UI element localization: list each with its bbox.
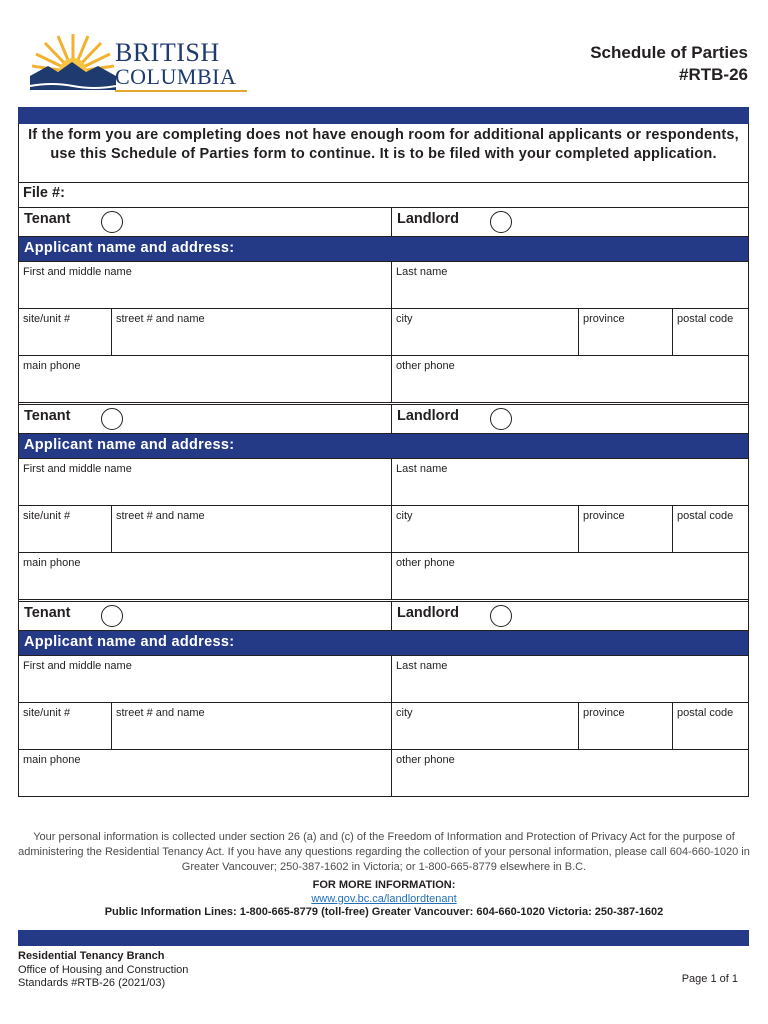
phone-row: [19, 750, 748, 797]
landlord-label: Landlord: [397, 211, 460, 227]
address-row: [19, 703, 748, 750]
standards-code: Standards #RTB-26 (2021/03): [18, 977, 166, 989]
landlord-option[interactable]: [392, 405, 748, 433]
postal-code-field[interactable]: postal code: [677, 510, 734, 522]
other-phone-field[interactable]: other phone: [396, 557, 455, 569]
other-phone-field[interactable]: other phone: [396, 360, 455, 372]
landlord-option[interactable]: [392, 602, 748, 630]
office-name: Office of Housing and Construction: [18, 963, 189, 976]
landlord-radio[interactable]: [490, 605, 512, 627]
other-phone-field[interactable]: other phone: [396, 754, 455, 766]
first-middle-name-field[interactable]: First and middle name: [19, 656, 392, 702]
branch-name: Residential Tenancy Branch: [18, 950, 165, 962]
more-info-block: [0, 879, 768, 920]
landlord-radio[interactable]: [490, 211, 512, 233]
last-name-field[interactable]: Last name: [396, 660, 448, 672]
more-info-heading: FOR MORE INFORMATION:: [312, 879, 456, 891]
file-number-label: File #:: [23, 185, 65, 201]
party-type-row: [19, 208, 748, 237]
bottom-blue-bar: [18, 930, 749, 946]
section-header: Applicant name and address:: [19, 434, 748, 459]
site-unit-field[interactable]: site/unit #: [19, 703, 112, 749]
name-row: [19, 262, 748, 309]
footer-office-info: [18, 950, 188, 991]
city-field[interactable]: city: [392, 309, 579, 355]
first-middle-name-field[interactable]: First and middle name: [19, 459, 392, 505]
last-name-field[interactable]: Last name: [396, 463, 448, 475]
tenant-radio[interactable]: [101, 211, 123, 233]
main-phone-field[interactable]: main phone: [19, 356, 392, 402]
tenant-option[interactable]: [19, 405, 392, 433]
landlord-option[interactable]: [392, 208, 748, 236]
schedule-form: [18, 124, 749, 797]
site-unit-field[interactable]: site/unit #: [19, 309, 112, 355]
form-title-block: [590, 42, 748, 86]
postal-code-field[interactable]: postal code: [677, 313, 734, 325]
logo-line2: COLUMBIA: [115, 64, 237, 89]
last-name-field[interactable]: Last name: [396, 266, 448, 278]
top-blue-bar: [18, 107, 749, 124]
province-field[interactable]: province: [579, 309, 673, 355]
tenant-label: Tenant: [24, 408, 71, 424]
street-field[interactable]: street # and name: [112, 506, 392, 552]
form-title: Schedule of Parties: [590, 43, 748, 62]
site-unit-field[interactable]: site/unit #: [19, 506, 112, 552]
tenant-label: Tenant: [24, 211, 71, 227]
tenant-radio[interactable]: [101, 408, 123, 430]
page-number: Page 1 of 1: [681, 973, 738, 985]
landlord-radio[interactable]: [490, 408, 512, 430]
party-type-row: [19, 405, 748, 434]
bc-sun-mountain-icon: [28, 30, 118, 94]
name-row: [19, 656, 748, 703]
public-info-lines: Public Information Lines: 1-800-665-8779 (toll-free) Greater Vancouver: 604-660-1020 Victoria: 250-387-1602: [104, 906, 664, 918]
logo-wordmark: [115, 38, 237, 89]
section-header: Applicant name and address:: [19, 237, 748, 262]
form-code: #RTB-26: [679, 65, 748, 84]
street-field[interactable]: street # and name: [112, 309, 392, 355]
first-middle-name-field[interactable]: First and middle name: [19, 262, 392, 308]
intro-text: If the form you are completing does not have enough room for additional applicants or respondents, use this Schedule of Parties form to continue. It is to be filed with your completed application.: [19, 124, 748, 183]
tenant-radio[interactable]: [101, 605, 123, 627]
tenant-option[interactable]: [19, 602, 392, 630]
province-field[interactable]: province: [579, 506, 673, 552]
landlord-label: Landlord: [397, 605, 460, 621]
phone-row: [19, 553, 748, 600]
logo-line1: BRITISH: [115, 38, 220, 67]
address-row: [19, 309, 748, 356]
tenant-option[interactable]: [19, 208, 392, 236]
city-field[interactable]: city: [392, 703, 579, 749]
file-number-field[interactable]: [19, 183, 748, 208]
phone-row: [19, 356, 748, 403]
name-row: [19, 459, 748, 506]
tenant-label: Tenant: [24, 605, 71, 621]
city-field[interactable]: city: [392, 506, 579, 552]
main-phone-field[interactable]: main phone: [19, 553, 392, 599]
logo-underline: [115, 90, 247, 92]
main-phone-field[interactable]: main phone: [19, 750, 392, 796]
privacy-notice: Your personal information is collected under section 26 (a) and (c) of the Freedom of Information and Protection of Privacy Act for the purpose of administering the Residential Tenancy Act. If you have any questions regarding the collection of your personal information, please call 604-660-1020 in Greater Vancouver; 250-387-1602 in Victoria; or 1-800-665-8779 elsewhere in B.C.: [18, 831, 750, 873]
section-header: Applicant name and address:: [19, 631, 748, 656]
landlord-label: Landlord: [397, 408, 460, 424]
party-type-row: [19, 602, 748, 631]
street-field[interactable]: street # and name: [112, 703, 392, 749]
address-row: [19, 506, 748, 553]
province-field[interactable]: province: [579, 703, 673, 749]
landlord-tenant-link[interactable]: www.gov.bc.ca/landlordtenant: [311, 892, 457, 905]
postal-code-field[interactable]: postal code: [677, 707, 734, 719]
